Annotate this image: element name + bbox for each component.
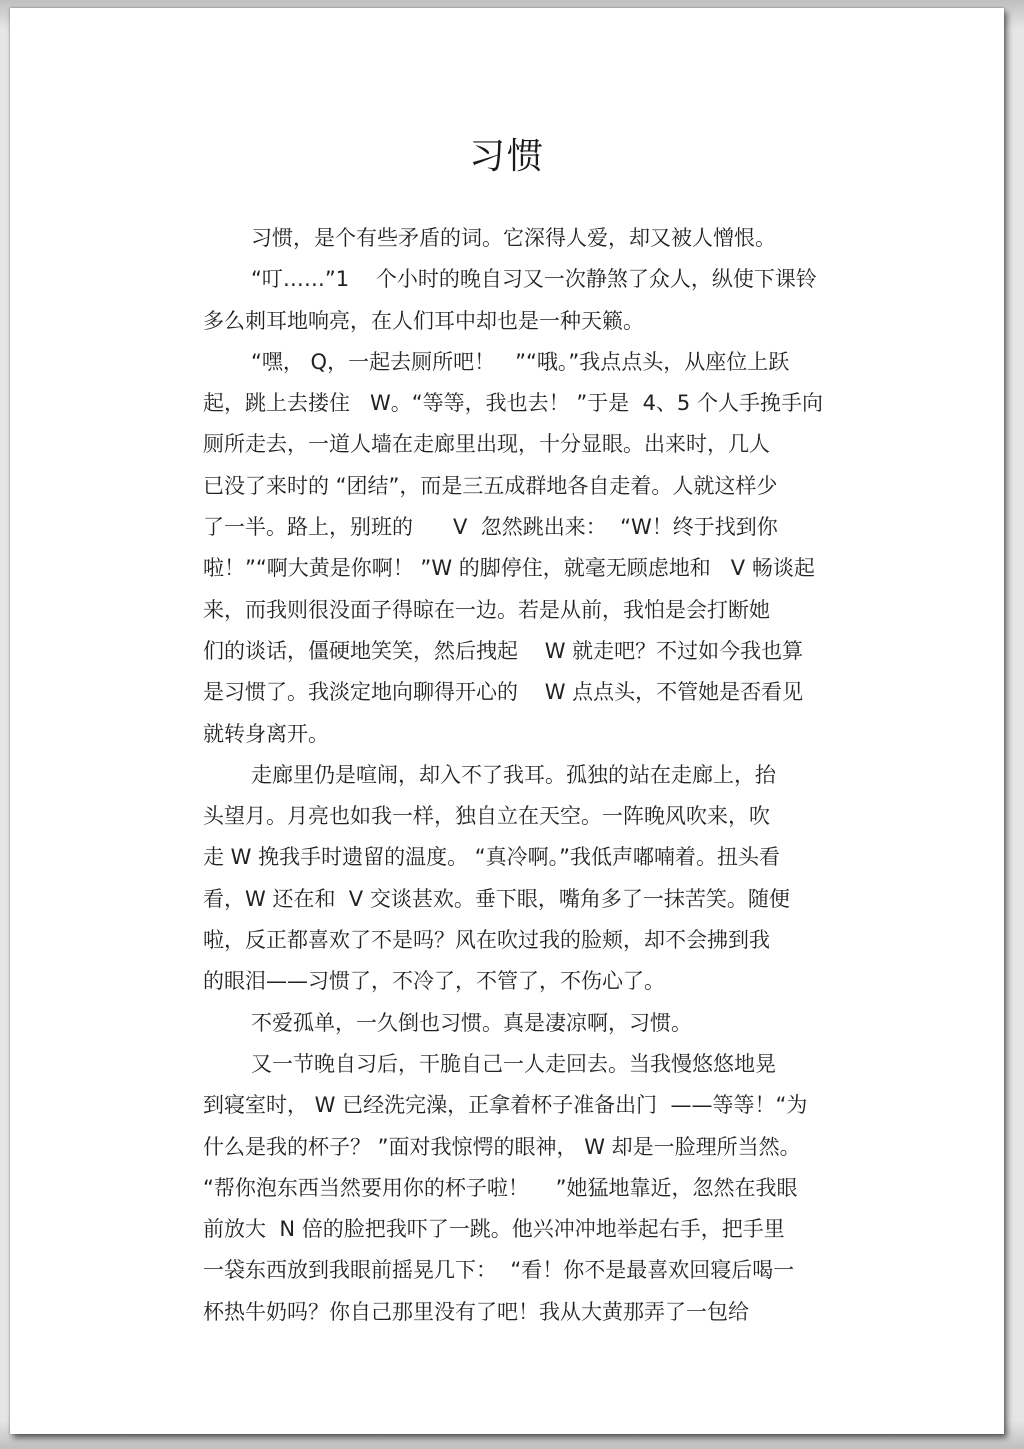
text-line: 是习惯了。我淡定地向聊得开心的 W 点点头，不管她是否看见 (203, 680, 804, 705)
document-title: 习惯 (468, 136, 545, 177)
text-line: 不爱孤单，一久倒也习惯。真是凄凉啊，习惯。 (251, 1010, 692, 1035)
text-line: “帮你泡东西当然要用你的杯子啦！ ”她猛地靠近，忽然在我眼 (203, 1175, 798, 1200)
text-line: 到寝室时， W 已经洗完澡，正拿着杯子准备出门 ——等等！“为 (203, 1093, 808, 1118)
text-line: 头望月。月亮也如我一样，独自立在天空。一阵晚风吹来，吹 (203, 804, 770, 829)
text-line: 什么是我的杯子？ ”面对我惊愕的眼神， W 却是一脸理所当然。 (203, 1134, 801, 1159)
text-line: 厕所走去，一道人墙在走廊里出现，十分显眼。出来时，几人 (203, 432, 770, 457)
text-line: 已没了来时的 “团结”，而是三五成群地各自走着。人就这样少 (203, 473, 778, 498)
document-page (10, 8, 1004, 1434)
document-body (203, 218, 883, 1333)
text-line: “叮……”1 个小时的晚自习又一次静煞了众人，纵使下课铃 (251, 267, 817, 292)
text-line: 了一半。路上，别班的 V 忽然跳出来： “W！终于找到你 (203, 515, 778, 540)
text-line: 就转身离开。 (203, 721, 329, 746)
text-line: 前放大 N 倍的脸把我吓了一跳。他兴冲冲地举起右手，把手里 (203, 1217, 785, 1242)
text-line: 走廊里仍是喧闹，却入不了我耳。孤独的站在走廊上，抬 (251, 762, 776, 787)
text-line: 来，而我则很没面子得晾在一边。若是从前，我怕是会打断她 (203, 597, 770, 622)
text-line: 习惯，是个有些矛盾的词。它深得人爱，却又被人憎恨。 (251, 226, 776, 250)
text-line: 杯热牛奶吗？你自己那里没有了吧！我从大黄那弄了一包给 (203, 1299, 749, 1324)
text-line: 们的谈话，僵硬地笑笑，然后拽起 W 就走吧？不过如今我也算 (203, 638, 804, 663)
text-line: 多么刺耳地响亮，在人们耳中却也是一种天籁。 (203, 308, 644, 333)
text-line: 啦！”“啊大黄是你啊！ ”W 的脚停住，就毫无顾虑地和 V 畅谈起 (203, 556, 815, 581)
text-line: 起，跳上去搂住 W。“等等，我也去！ ”于是 4、5 个人手挽手向 (203, 391, 823, 416)
text-line: “嘿， Q，一起去厕所吧！ ”“哦。”我点点头，从座位上跃 (251, 349, 790, 374)
text-line: 又一节晚自习后，干脆自己一人走回去。当我慢悠悠地晃 (251, 1051, 776, 1076)
text-line: 走 W 挽我手时遗留的温度。 “真冷啊。”我低声嘟喃着。扭头看 (203, 845, 781, 870)
text-line: 的眼泪——习惯了，不冷了，不管了，不伤心了。 (203, 969, 665, 994)
text-line: 啦，反正都喜欢了不是吗？风在吹过我的脸颊，却不会拂到我 (203, 928, 770, 953)
text-line: 一袋东西放到我眼前摇晃几下： “看！你不是最喜欢回寝后喝一 (203, 1258, 795, 1283)
text-line: 看，W 还在和 V 交谈甚欢。垂下眼，嘴角多了一抹苦笑。随便 (203, 886, 790, 911)
